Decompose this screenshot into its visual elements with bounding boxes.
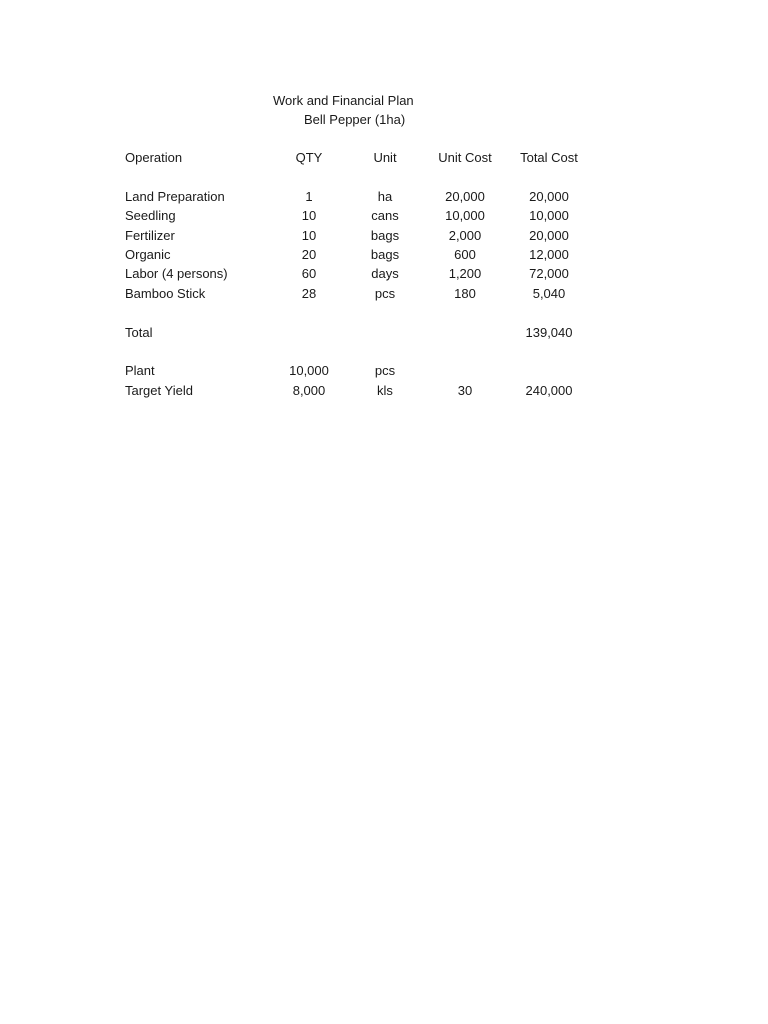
- cell-qty: 28: [301, 286, 317, 301]
- plant-qty: 10,000: [289, 363, 329, 378]
- header-qty: QTY: [295, 150, 323, 165]
- cell-qty: 60: [301, 266, 317, 281]
- total-cost-value: 139,040: [525, 325, 573, 340]
- target-yield-qty: 8,000: [292, 383, 326, 398]
- target-yield-total-cost: 240,000: [525, 383, 573, 398]
- cell-unit: pcs: [374, 286, 396, 301]
- cell-total-cost: 5,040: [532, 286, 566, 301]
- document-subtitle: Bell Pepper (1ha): [304, 112, 406, 127]
- cell-unit-cost: 180: [454, 286, 476, 301]
- cell-total-cost: 20,000: [529, 228, 569, 243]
- cell-qty: 20: [301, 247, 317, 262]
- cell-unit: bags: [370, 247, 400, 262]
- total-row: [0, 323, 768, 342]
- cell-unit: days: [371, 266, 399, 281]
- cell-operation: Seedling: [125, 208, 176, 223]
- cell-operation: Bamboo Stick: [125, 286, 206, 301]
- header-unit-cost: Unit Cost: [438, 150, 492, 165]
- cell-unit-cost: 10,000: [445, 208, 485, 223]
- cell-unit-cost: 20,000: [445, 189, 485, 204]
- target-yield-unit-cost: 30: [457, 383, 473, 398]
- cell-unit: ha: [377, 189, 393, 204]
- cell-operation: Land Preparation: [125, 189, 225, 204]
- cell-operation: Labor (4 persons): [125, 266, 228, 281]
- table-row: [0, 245, 768, 264]
- cell-operation: Fertilizer: [125, 228, 175, 243]
- cell-unit-cost: 600: [454, 247, 476, 262]
- document-title: Work and Financial Plan: [273, 93, 414, 108]
- cell-operation: Organic: [125, 247, 171, 262]
- table-row: [0, 264, 768, 283]
- cell-qty: 1: [305, 189, 313, 204]
- plant-unit: pcs: [374, 363, 396, 378]
- cell-qty: 10: [301, 228, 317, 243]
- target-yield-row: [0, 381, 768, 400]
- table-row: [0, 206, 768, 225]
- header-total-cost: Total Cost: [520, 150, 578, 165]
- table-row: [0, 226, 768, 245]
- plant-row: [0, 361, 768, 380]
- cell-qty: 10: [301, 208, 317, 223]
- cell-total-cost: 72,000: [529, 266, 569, 281]
- target-yield-unit: kls: [377, 383, 393, 398]
- cell-unit-cost: 2,000: [448, 228, 482, 243]
- cell-total-cost: 20,000: [529, 189, 569, 204]
- plant-label: Plant: [125, 363, 155, 378]
- table-row: [0, 284, 768, 303]
- cell-unit: cans: [371, 208, 399, 223]
- header-unit: Unit: [373, 150, 397, 165]
- cell-total-cost: 10,000: [529, 208, 569, 223]
- table-row: [0, 187, 768, 206]
- header-operation: Operation: [125, 150, 183, 165]
- table-header-row: [0, 148, 768, 167]
- cell-unit: bags: [370, 228, 400, 243]
- cell-unit-cost: 1,200: [448, 266, 482, 281]
- target-yield-label: Target Yield: [125, 383, 193, 398]
- total-label: Total: [125, 325, 153, 340]
- cell-total-cost: 12,000: [529, 247, 569, 262]
